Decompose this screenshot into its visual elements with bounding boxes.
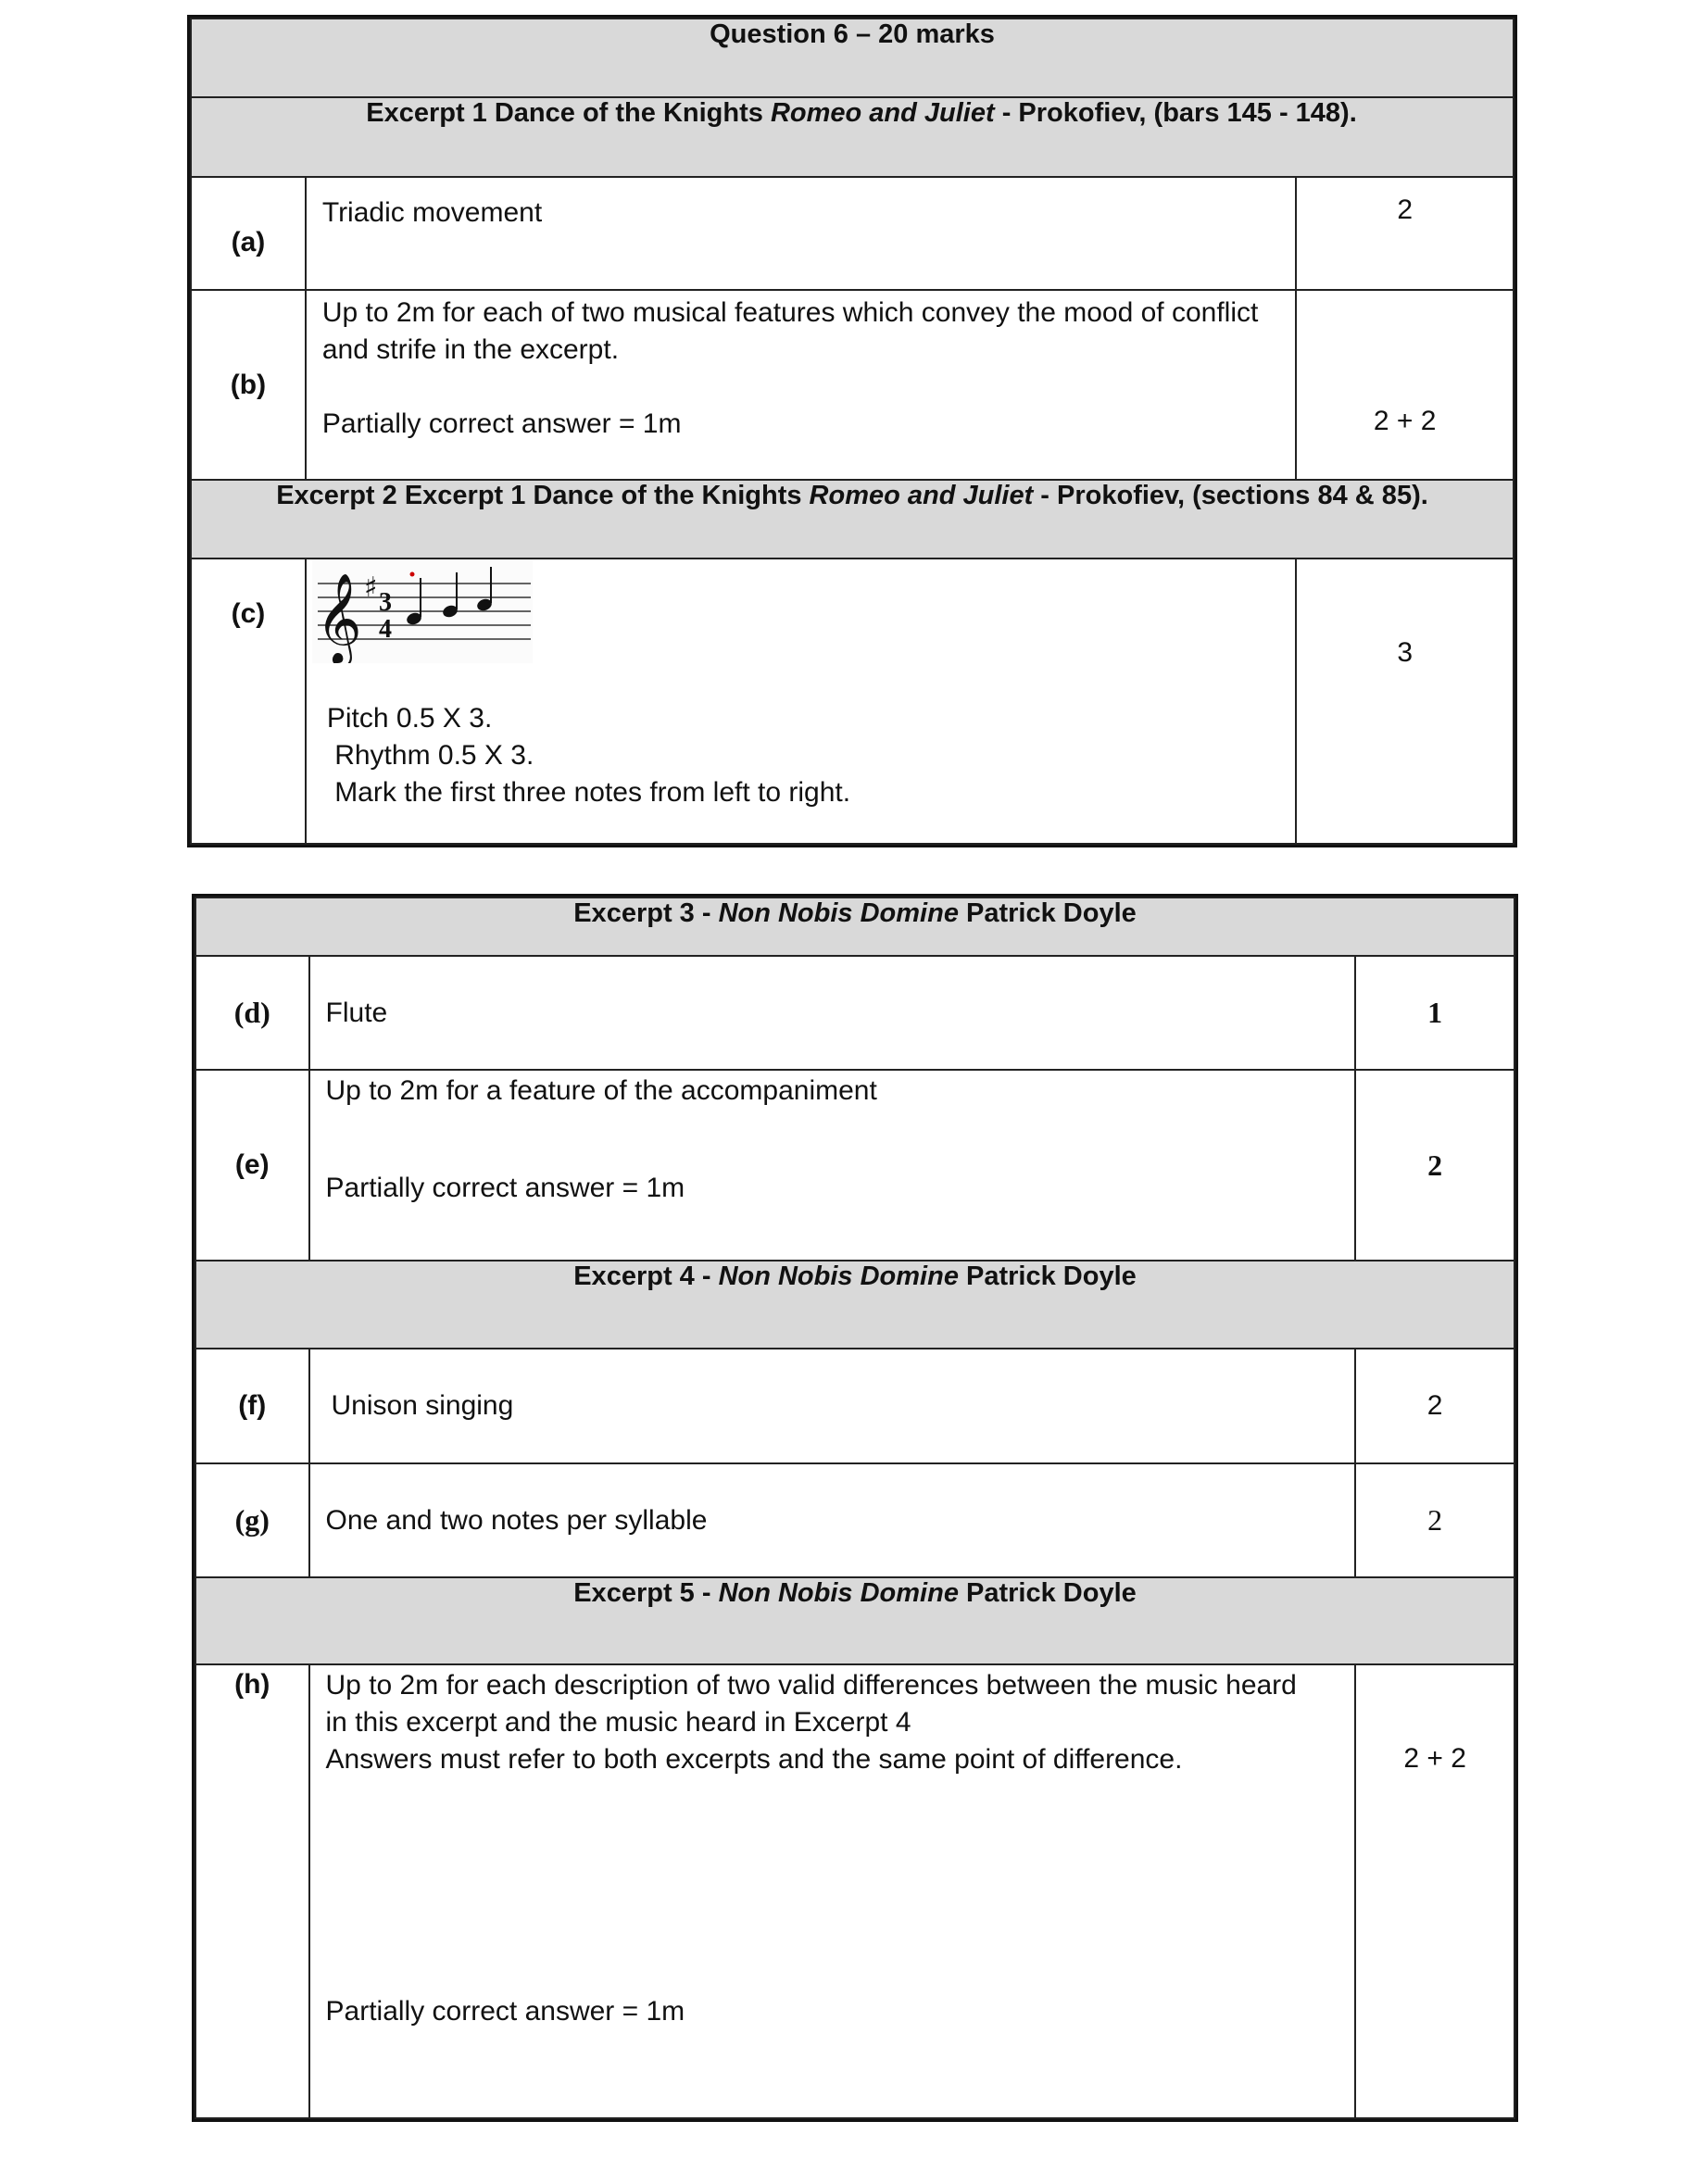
svg-text:4: 4 — [378, 615, 392, 644]
answer-h-line3: Answers must refer to both excerpts and the same point of difference. — [325, 1744, 1183, 1775]
answer-h-line1: Up to 2m for each description of two valid differences between the music heard — [325, 1670, 1297, 1701]
row-c — [191, 559, 1514, 844]
excerpt-5-header-row — [195, 1577, 1514, 1664]
answer-e-partial: Partially correct answer = 1m — [325, 1173, 685, 1203]
excerpt-5-title: Excerpt 5 - Non Nobis Domine Patrick Doyle — [195, 1577, 1514, 1664]
answer-h-line2: in this excerpt and the music heard in Excerpt 4 — [325, 1707, 911, 1738]
question-title: Question 6 – 20 marks — [191, 19, 1514, 97]
answer-b — [306, 290, 1296, 480]
answer-c-instruction: Mark the first three notes from left to right. — [326, 777, 851, 808]
marks-h: 2 + 2 — [1355, 1664, 1514, 2118]
answer-f: Unison singing — [309, 1349, 1356, 1463]
label-h: (h) — [195, 1664, 309, 2118]
marking-table-1 — [190, 18, 1514, 845]
answer-b-partial: Partially correct answer = 1m — [321, 408, 682, 439]
marks-e: 2 — [1355, 1070, 1514, 1261]
music-staff-image — [312, 559, 1295, 663]
answer-e — [309, 1070, 1356, 1261]
answer-h-partial: Partially correct answer = 1m — [325, 1996, 685, 2027]
excerpt-4-title: Excerpt 4 - Non Nobis Domine Patrick Doyle — [195, 1261, 1514, 1349]
label-c: (c) — [191, 559, 306, 844]
question-header-row — [191, 19, 1514, 97]
answer-g: One and two notes per syllable — [309, 1463, 1356, 1577]
answer-c — [306, 559, 1296, 844]
excerpt-3-header-row — [195, 897, 1514, 956]
excerpt-1-header-row — [191, 97, 1514, 177]
marks-g: 2 — [1355, 1463, 1514, 1577]
row-e — [195, 1070, 1514, 1261]
row-a — [191, 177, 1514, 290]
label-e: (e) — [195, 1070, 309, 1261]
excerpt-2-title: Excerpt 2 Excerpt 1 Dance of the Knights Romeo and Juliet - Prokofiev, (sections 84 & 85). — [191, 480, 1514, 559]
marks-d: 1 — [1355, 956, 1514, 1070]
answer-h — [309, 1664, 1356, 2118]
sharp-icon: ♯ — [363, 571, 378, 604]
marks-a: 2 — [1296, 177, 1514, 290]
marking-table-2 — [195, 897, 1515, 2119]
label-a: (a) — [191, 177, 306, 290]
answer-c-pitch: Pitch 0.5 X 3. — [326, 703, 493, 734]
row-f — [195, 1349, 1514, 1463]
answer-c-rhythm: Rhythm 0.5 X 3. — [326, 740, 534, 771]
excerpt-1-title: Excerpt 1 Dance of the Knights Romeo and Juliet - Prokofiev, (bars 145 - 148). — [191, 97, 1514, 177]
row-g — [195, 1463, 1514, 1577]
label-d: (d) — [195, 956, 309, 1070]
svg-text:3: 3 — [378, 588, 392, 617]
answer-e-line1: Up to 2m for a feature of the accompaniment — [325, 1075, 877, 1106]
excerpt-4-header-row — [195, 1261, 1514, 1349]
answer-a: Triadic movement — [306, 177, 1296, 290]
excerpt-3-title: Excerpt 3 - Non Nobis Domine Patrick Doyle — [195, 897, 1514, 956]
answer-b-line2: and strife in the excerpt. — [321, 334, 620, 365]
row-h — [195, 1664, 1514, 2118]
marks-f: 2 — [1355, 1349, 1514, 1463]
marks-b: 2 + 2 — [1296, 290, 1514, 480]
row-b — [191, 290, 1514, 480]
excerpt-2-header-row — [191, 480, 1514, 559]
row-d — [195, 956, 1514, 1070]
label-g: (g) — [195, 1463, 309, 1577]
marks-c: 3 — [1296, 559, 1514, 844]
answer-d: Flute — [309, 956, 1356, 1070]
label-b: (b) — [191, 290, 306, 480]
answer-b-line1: Up to 2m for each of two musical features which convey the mood of conflict — [321, 297, 1259, 328]
label-f: (f) — [195, 1349, 309, 1463]
treble-clef-icon: 𝄞 — [315, 572, 362, 663]
